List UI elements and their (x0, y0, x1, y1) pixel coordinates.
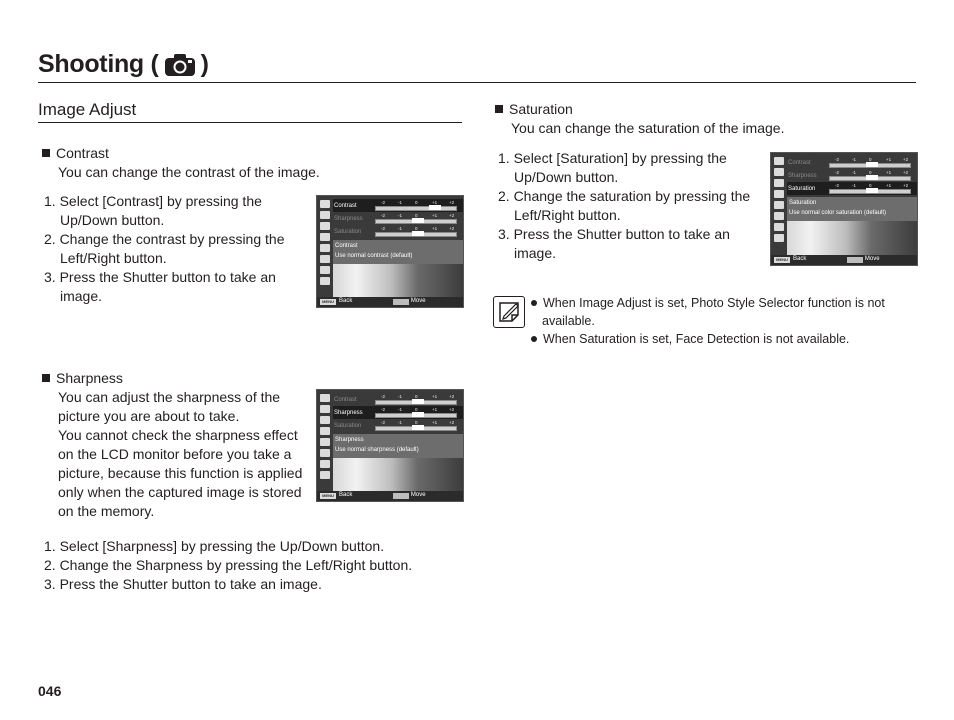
lcd-icon-strip (317, 390, 333, 491)
saturation-step: 3. Press the Shutter button to take an (498, 226, 730, 242)
lcd-menu-item: Saturation (334, 423, 362, 429)
sharpness-steps (44, 537, 412, 594)
contrast-step: 1. Select [Contrast] by pressing the (44, 193, 262, 209)
lcd-level-tick: -1 (398, 213, 403, 218)
lcd-level-knob (412, 231, 424, 236)
lcd-mode-icon (320, 416, 330, 424)
lcd-level-scale (829, 183, 911, 193)
lcd-level-knob (866, 162, 878, 167)
square-bullet-icon (42, 149, 50, 157)
note-item: When Image Adjust is set, Photo Style Selector function is not (543, 296, 885, 310)
lcd-level-tick: +2 (903, 157, 909, 162)
dpad-icon (847, 257, 863, 263)
contrast-step: image. (60, 288, 103, 304)
lcd-mode-icon (320, 427, 330, 435)
lcd-level-knob (412, 218, 424, 223)
lcd-mode-icon (320, 405, 330, 413)
lcd-level-tick: -2 (381, 226, 386, 231)
lcd-level-tick: 0 (869, 157, 872, 162)
lcd-icon-strip (771, 153, 787, 255)
lcd-mode-icon (774, 201, 784, 209)
lcd-move-label: Move (410, 298, 426, 304)
sharpness-intro: You cannot check the sharpness effect (58, 427, 298, 443)
lcd-level-tick: +1 (432, 407, 438, 412)
lcd-mode-icon (774, 179, 784, 187)
lcd-description-title: Sharpness (335, 437, 364, 443)
lcd-level-tick: -1 (852, 170, 857, 175)
lcd-description-text: Use normal color saturation (default) (789, 210, 887, 216)
lcd-level-knob (429, 205, 441, 210)
lcd-level-tick: 0 (869, 170, 872, 175)
lcd-level-tick: -2 (381, 420, 386, 425)
round-bullet-icon (531, 336, 537, 342)
sharpness-step: 1. Select [Sharpness] by pressing the Up/Down button. (44, 538, 385, 554)
lcd-menu-item: Contrast (334, 203, 357, 209)
lcd-level-scale (375, 420, 457, 430)
lcd-level-tick: -1 (398, 200, 403, 205)
lcd-description (333, 240, 463, 264)
page-number: 046 (38, 683, 62, 699)
lcd-level-knob (412, 425, 424, 430)
lcd-level-tick: 0 (869, 183, 872, 188)
saturation-intro: You can change the saturation of the image. (511, 120, 785, 136)
sharpness-intro: on the LCD monitor before you take a (58, 446, 292, 462)
sharpness-heading: Sharpness (56, 370, 123, 386)
menu-key-icon: MENU (320, 299, 336, 305)
lcd-menu-item: Saturation (788, 186, 816, 192)
lcd-level-tick: +2 (449, 226, 455, 231)
lcd-mode-icon (774, 157, 784, 165)
lcd-level-tick: -1 (398, 394, 403, 399)
lcd-level-tick: +1 (432, 226, 438, 231)
page-title-close: ) (200, 50, 209, 78)
contrast-steps (44, 192, 284, 306)
page-title-text: Shooting ( (38, 50, 159, 78)
lcd-description-text: Use normal sharpness (default) (335, 447, 419, 453)
lcd-mode-icon (320, 438, 330, 446)
sharpness-intro: picture you are about to take. (58, 408, 240, 424)
lcd-preview-photo (333, 264, 463, 297)
contrast-intro: You can change the contrast of the image. (58, 164, 320, 180)
lcd-menu-item: Contrast (788, 160, 811, 166)
lcd-level-tick: -2 (835, 183, 840, 188)
lcd-level-tick: 0 (415, 200, 418, 205)
lcd-mode-icon (320, 471, 330, 479)
lcd-menu-item: Sharpness (788, 173, 817, 179)
sharpness-lcd-screen (316, 389, 464, 502)
menu-key-icon: MENU (774, 257, 790, 263)
sharpness-intro: picture, because this function is applied (58, 465, 303, 481)
lcd-level-tick: -2 (381, 213, 386, 218)
camera-icon (163, 52, 197, 78)
lcd-mode-icon (774, 190, 784, 198)
lcd-description-text: Use normal contrast (default) (335, 253, 413, 259)
lcd-level-tick: +2 (903, 183, 909, 188)
lcd-level-tick: +2 (449, 407, 455, 412)
lcd-back-label: Back (339, 492, 353, 498)
lcd-level-track (375, 206, 457, 211)
contrast-lcd-screen (316, 195, 464, 308)
round-bullet-icon (531, 300, 537, 306)
lcd-level-tick: +2 (449, 420, 455, 425)
sharpness-step: 3. Press the Shutter button to take an image. (44, 576, 322, 592)
saturation-step: 1. Select [Saturation] by pressing the (498, 150, 727, 166)
lcd-menu-item: Sharpness (334, 216, 363, 222)
lcd-mode-icon (320, 233, 330, 241)
lcd-level-tick: 0 (415, 407, 418, 412)
lcd-level-tick: +1 (432, 420, 438, 425)
lcd-level-tick: 0 (415, 420, 418, 425)
lcd-mode-icon (320, 277, 330, 285)
lcd-footer (317, 297, 463, 307)
lcd-mode-icon (774, 212, 784, 220)
lcd-move-label: Move (864, 256, 880, 262)
lcd-level-knob (866, 188, 878, 193)
lcd-level-tick: 0 (415, 213, 418, 218)
contrast-step: 2. Change the contrast by pressing the (44, 231, 285, 247)
lcd-level-tick: +2 (449, 213, 455, 218)
lcd-preview-photo (787, 221, 917, 255)
lcd-icon-strip (317, 196, 333, 297)
lcd-mode-icon (320, 460, 330, 468)
lcd-level-scale (375, 407, 457, 417)
note-item: When Saturation is set, Face Detection is not available. (543, 332, 850, 346)
lcd-mode-icon (320, 449, 330, 457)
lcd-back-label: Back (793, 256, 807, 262)
sharpness-intro: only when the captured image is stored (58, 484, 302, 500)
lcd-level-tick: +1 (432, 394, 438, 399)
lcd-menu-item: Sharpness (334, 410, 363, 416)
lcd-mode-icon (320, 394, 330, 402)
lcd-footer (317, 491, 463, 501)
lcd-preview-photo (333, 458, 463, 491)
lcd-move-label: Move (410, 492, 426, 498)
lcd-level-scale (375, 200, 457, 210)
note-item: available. (542, 314, 595, 328)
lcd-mode-icon (320, 211, 330, 219)
saturation-step: Up/Down button. (514, 169, 619, 185)
lcd-level-tick: +1 (432, 213, 438, 218)
lcd-footer (771, 255, 917, 265)
note-block (531, 294, 885, 348)
contrast-block (42, 144, 320, 182)
lcd-level-tick: +1 (886, 157, 892, 162)
pencil-note-icon (493, 296, 525, 328)
menu-key-icon: MENU (320, 493, 336, 499)
lcd-level-tick: -2 (835, 157, 840, 162)
contrast-step: 3. Press the Shutter button to take an (44, 269, 276, 285)
lcd-description (333, 434, 463, 458)
dpad-icon (393, 493, 409, 499)
lcd-mode-icon (320, 200, 330, 208)
saturation-step: 2. Change the saturation by pressing the (498, 188, 751, 204)
lcd-level-knob (866, 175, 878, 180)
saturation-step: image. (514, 245, 557, 261)
lcd-back-label: Back (339, 298, 353, 304)
sharpness-step: 2. Change the Sharpness by pressing the Left/Right button. (44, 557, 413, 573)
lcd-description (787, 197, 917, 221)
lcd-mode-icon (774, 168, 784, 176)
lcd-level-scale (829, 157, 911, 167)
sharpness-intro: on the memory. (58, 503, 155, 519)
lcd-level-knob (412, 399, 424, 404)
lcd-level-tick: +1 (886, 183, 892, 188)
contrast-heading: Contrast (56, 145, 109, 161)
title-rule (38, 82, 916, 83)
lcd-level-tick: -2 (381, 394, 386, 399)
lcd-level-tick: +1 (432, 200, 438, 205)
sharpness-block (42, 369, 302, 521)
lcd-level-tick: -1 (398, 420, 403, 425)
page-title (38, 50, 209, 79)
saturation-block (495, 100, 784, 138)
lcd-mode-icon (320, 222, 330, 230)
lcd-level-scale (375, 394, 457, 404)
lcd-description-title: Saturation (789, 200, 817, 206)
lcd-level-knob (412, 412, 424, 417)
lcd-level-tick: -1 (852, 183, 857, 188)
lcd-level-tick: +2 (449, 200, 455, 205)
dpad-icon (393, 299, 409, 305)
sharpness-intro: You can adjust the sharpness of the (58, 389, 281, 405)
lcd-level-tick: 0 (415, 226, 418, 231)
lcd-level-tick: -2 (381, 200, 386, 205)
lcd-menu-item: Saturation (334, 229, 362, 235)
lcd-level-scale (375, 213, 457, 223)
contrast-step: Left/Right button. (60, 250, 167, 266)
saturation-heading: Saturation (509, 101, 573, 117)
lcd-level-tick: -1 (398, 226, 403, 231)
lcd-level-tick: +2 (449, 394, 455, 399)
lcd-level-tick: -2 (835, 170, 840, 175)
lcd-level-tick: +1 (886, 170, 892, 175)
section-rule (38, 122, 462, 123)
contrast-step: Up/Down button. (60, 212, 165, 228)
section-title: Image Adjust (38, 100, 137, 119)
lcd-mode-icon (320, 244, 330, 252)
lcd-description-title: Contrast (335, 243, 358, 249)
lcd-mode-icon (774, 223, 784, 231)
lcd-menu-item: Contrast (334, 397, 357, 403)
saturation-steps (498, 149, 750, 263)
lcd-level-tick: -2 (381, 407, 386, 412)
saturation-step: Left/Right button. (514, 207, 621, 223)
square-bullet-icon (495, 105, 503, 113)
lcd-level-tick: -1 (398, 407, 403, 412)
lcd-mode-icon (320, 255, 330, 263)
lcd-level-tick: 0 (415, 394, 418, 399)
lcd-level-tick: -1 (852, 157, 857, 162)
lcd-level-scale (829, 170, 911, 180)
saturation-lcd-screen (770, 152, 918, 266)
lcd-mode-icon (320, 266, 330, 274)
lcd-mode-icon (774, 234, 784, 242)
lcd-level-tick: +2 (903, 170, 909, 175)
lcd-level-scale (375, 226, 457, 236)
square-bullet-icon (42, 374, 50, 382)
